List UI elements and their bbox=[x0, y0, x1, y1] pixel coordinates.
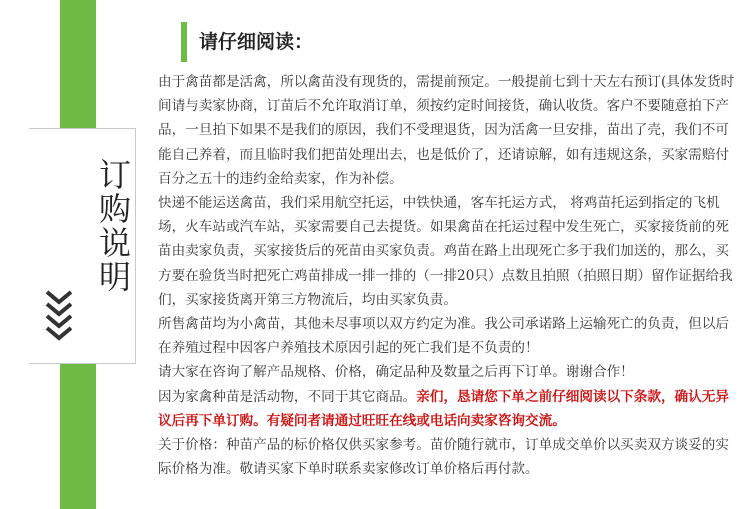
notice-highlight: 亲们，恳请您下单之前仔细阅读以下条款，确认无异议后再下单订购。有疑问者请通过旺旺在线或电话向卖家咨询交流。 bbox=[158, 388, 729, 429]
paragraph-thanks: 请大家在咨询了解产品规格、价格，确定品种及数量之后再下订单。谢谢合作！ bbox=[158, 364, 634, 381]
paragraph-price: 关于价格：种苗产品的标价格仅供买家参考。苗价随行就市，订单成交单价以买卖双方谈妥的实际价格为准。敬请买家下单时联系卖家修改订单价格后再付款。 bbox=[158, 437, 729, 478]
paragraph-notice bbox=[158, 385, 738, 433]
paragraph-preorder: 由于禽苗都是活禽，所以禽苗没有现货的，需提前预定。一般提前七到十天左右预订(具体发货时间请与卖家协商，订苗后不允许取消订单，须按约定时间接货，确认收货。客户不要随意拍下产品，一旦拍下如果不是我们的原因，我们不受理退货，因为活禽一旦安排，苗出了壳，我们不可能自己养着，而且临时我们把苗处理出去，也是低价了，还请谅解，如有违规这条，买家需赔付百分之五十的违约金给卖家，作为补偿。 bbox=[158, 74, 735, 187]
chevron-double-down-icon bbox=[44, 288, 74, 348]
notice-body bbox=[158, 70, 738, 481]
page-title: 请仔细阅读： bbox=[199, 31, 314, 53]
paragraph-responsibility: 所售禽苗均为小禽苗，其他未尽事项以双方约定为准。我公司承诺路上运输死亡的负责，但以后在养殖过程中因客户养殖技术原因引起的死亡我们是不负责的！ bbox=[158, 316, 729, 357]
notice-prefix: 因为家禽种苗是活动物，不同于其它商品。 bbox=[158, 388, 417, 405]
paragraph-shipping: 快递不能运送禽苗，我们采用航空托运，中铁快通，客车托运方式， 将鸡苗托运到指定的飞机场，火车站或汽车站，买家需要自己去提货。如果禽苗在托运过程中发生死亡，买家接货前的死苗由卖家负责，买家接货后的死苗由买家负责。鸡苗在路上出现死亡多于我们加送的，那么，买方要在验货当时把死亡鸡苗排成一排一排的（一排20只）点数且拍照（拍照日期）留作证据给我们，买家接货离开第三方物流后，均由买家负责。 bbox=[158, 195, 733, 308]
header-accent-mark bbox=[181, 22, 187, 62]
side-title: 订购说明 bbox=[94, 158, 132, 294]
